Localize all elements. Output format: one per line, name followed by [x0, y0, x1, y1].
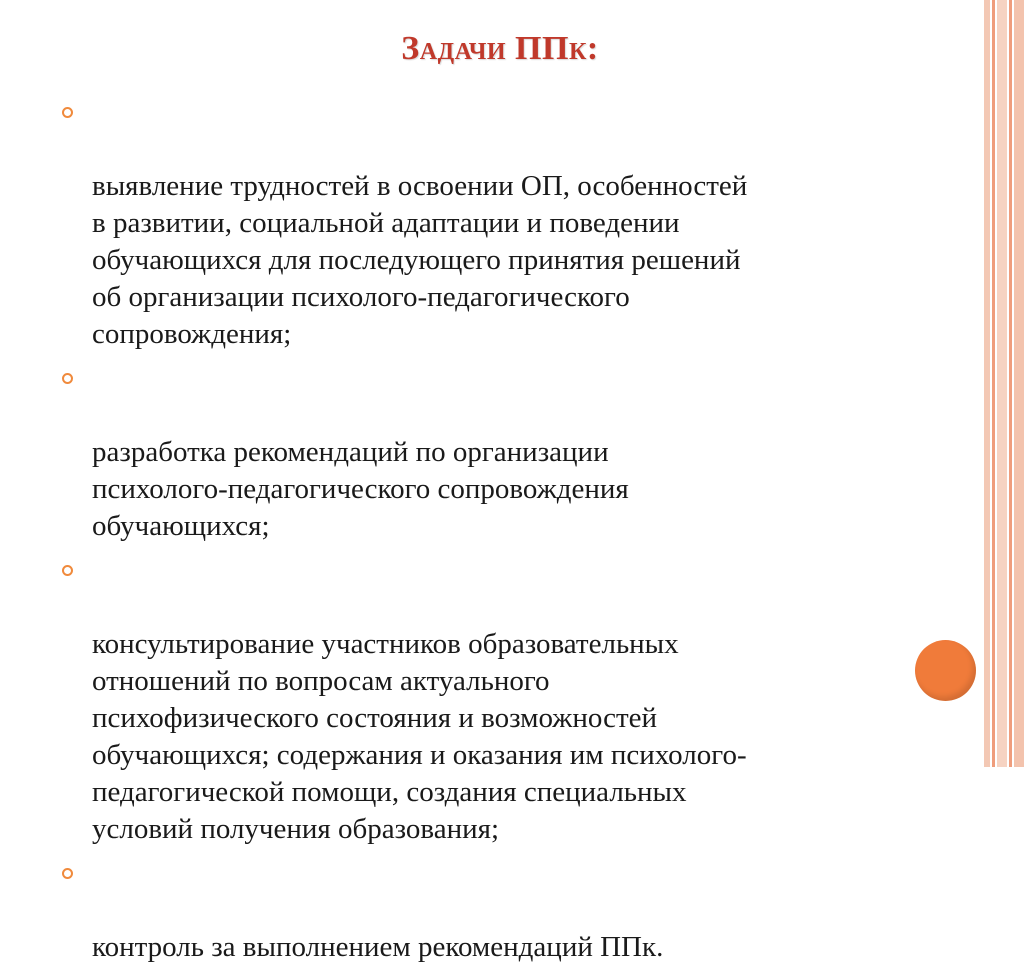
stripe	[997, 0, 1007, 767]
list-item-text: разработка рекомендаций по организации психолого-педагогического сопровождения обучающихся;	[92, 436, 629, 542]
list-item	[62, 360, 962, 545]
circle-bullet-icon	[62, 373, 73, 384]
list-item-text: выявление трудностей в освоении ОП, особенностей в развитии, социальной адаптации и поведении обучающихся для последующего принятия решений об организации психолого-педагогического сопровождения;	[92, 170, 748, 350]
list-item	[62, 855, 962, 966]
stripe	[1014, 0, 1024, 767]
stripe	[992, 0, 995, 767]
list-item-text: контроль за выполнением рекомендаций ППк.	[92, 931, 664, 963]
slide-title: Задачи ППк:	[401, 30, 599, 67]
stripe	[1009, 0, 1012, 767]
stripe	[984, 0, 990, 767]
circle-bullet-icon	[62, 107, 73, 118]
circle-bullet-icon	[62, 565, 73, 576]
task-list	[62, 94, 962, 973]
list-item	[62, 94, 962, 353]
decorative-side-stripes	[984, 0, 1024, 767]
list-item-text: консультирование участников образовательных отношений по вопросам актуального психофизического состояния и возможностей обучающихся; содержания и оказания им психолого- педагогической помощи, создания специальных условий получения образования;	[92, 628, 747, 845]
circle-bullet-icon	[62, 868, 73, 879]
list-item	[62, 552, 962, 848]
decorative-circle	[915, 640, 976, 701]
